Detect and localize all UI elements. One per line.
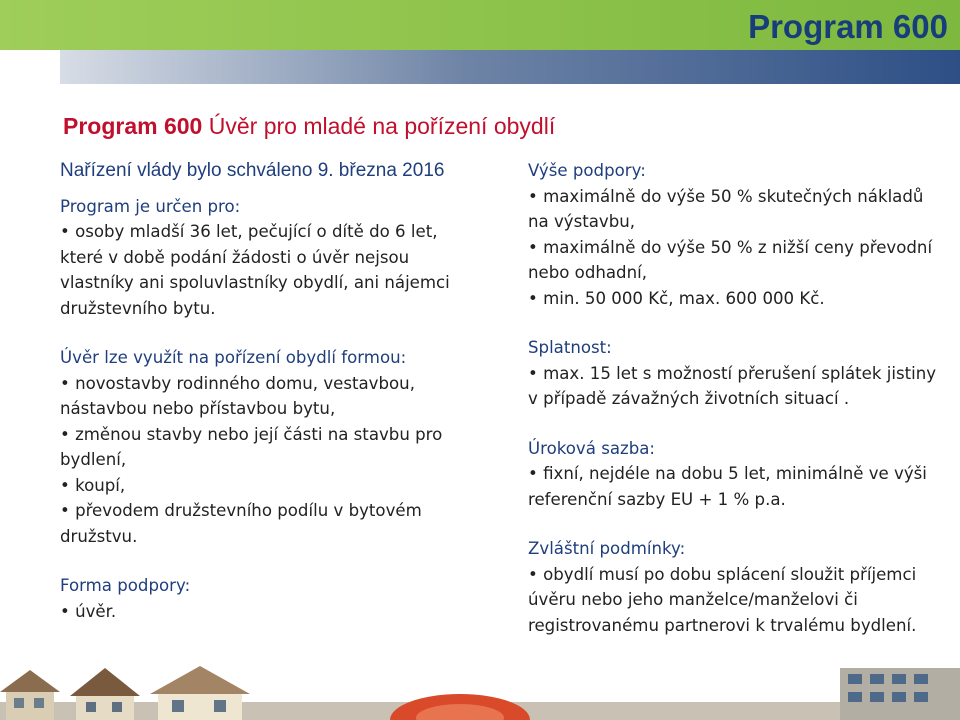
use-item [60, 498, 480, 549]
bullet-icon: • [528, 464, 544, 483]
bullet-icon: • [60, 373, 76, 393]
use-item-text: převodem družstevního podílu v bytovém družstvu. [60, 501, 422, 546]
intended-item [60, 219, 480, 321]
amount-item-text: maximálně do výše 50 % skutečných nákladů na výstavbu, [528, 186, 924, 231]
amount-item-text: maximálně do výše 50 % z nižší ceny převodní nebo odhadní, [528, 237, 933, 282]
bullet-icon: • [528, 363, 544, 383]
bullet-icon: • [60, 424, 76, 444]
subtitle-program: Program 600 [63, 113, 203, 139]
amount-item [528, 286, 938, 312]
subtitle-rest: Úvěr pro mladé na pořízení obydlí [202, 113, 556, 139]
rate-item-text: fixní, nejdéle na dobu 5 let, minimálně ve výši referenční sazby EU + 1 % p.a. [528, 464, 927, 509]
use-item [60, 422, 480, 473]
slide-subtitle [63, 113, 555, 140]
form-item-text: úvěr. [75, 601, 117, 621]
use-item [60, 371, 480, 422]
rate-item [528, 461, 938, 512]
bullet-icon: • [60, 501, 76, 520]
intended-heading: Program je určen pro: [60, 196, 241, 216]
use-item-text: koupí, [75, 475, 126, 495]
house-photo-strip [0, 662, 960, 720]
use-heading: Úvěr lze využít na pořízení obydlí formou: [60, 348, 407, 367]
special-item-text: obydlí musí po dobu splácení sloužit příjemci úvěru nebo jeho manželce/manželovi či registrovanému partnerovi k trvalému bydlení. [528, 564, 917, 635]
bullet-icon: • [60, 601, 76, 621]
bullet-icon: • [528, 237, 544, 257]
helmet-icon [390, 694, 530, 720]
form-item [60, 599, 480, 625]
special-heading: Zvláštní podmínky: [528, 539, 686, 558]
amount-item-text: min. 50 000 Kč, max. 600 000 Kč. [543, 288, 825, 308]
use-item-text: změnou stavby nebo její části na stavbu pro bydlení, [60, 424, 443, 469]
left-column [60, 158, 480, 624]
rate-heading: Úroková sazba: [528, 438, 656, 458]
bullet-icon: • [60, 222, 76, 241]
repay-item-text: max. 15 let s možností přerušení splátek jistiny v případě závažných životních situací . [528, 363, 937, 408]
house-center-icon [150, 666, 250, 720]
header-shadow-band [60, 50, 960, 84]
bullet-icon: • [528, 564, 544, 584]
bullet-icon: • [528, 288, 544, 308]
repay-heading: Splatnost: [528, 338, 612, 357]
amount-heading: Výše podpory: [528, 161, 646, 180]
slide-title: Program 600 [748, 8, 948, 45]
apartment-building-icon [840, 668, 960, 720]
house-center-left-icon [70, 668, 140, 720]
intended-item-text: osoby mladší 36 let, pečující o dítě do 6 let, které v době podání žádosti o úvěr nejsou vlastníky ani spoluvlastníky obydlí, ani nájemci družstevního bytu. [60, 222, 450, 318]
form-heading: Forma podpory: [60, 576, 191, 595]
amount-item [528, 235, 938, 286]
bullet-icon: • [528, 186, 544, 206]
use-item-text: novostavby rodinného domu, vestavbou, nástavbou nebo přístavbou bytu, [60, 373, 415, 418]
house-left-icon [0, 670, 60, 720]
bullet-icon: • [60, 475, 76, 495]
decree-text: Nařízení vlády bylo schváleno 9. března 2016 [60, 160, 445, 181]
right-column [528, 158, 938, 638]
special-item [528, 562, 938, 639]
amount-item [528, 184, 938, 235]
repay-item [528, 361, 938, 412]
use-item [60, 473, 480, 499]
